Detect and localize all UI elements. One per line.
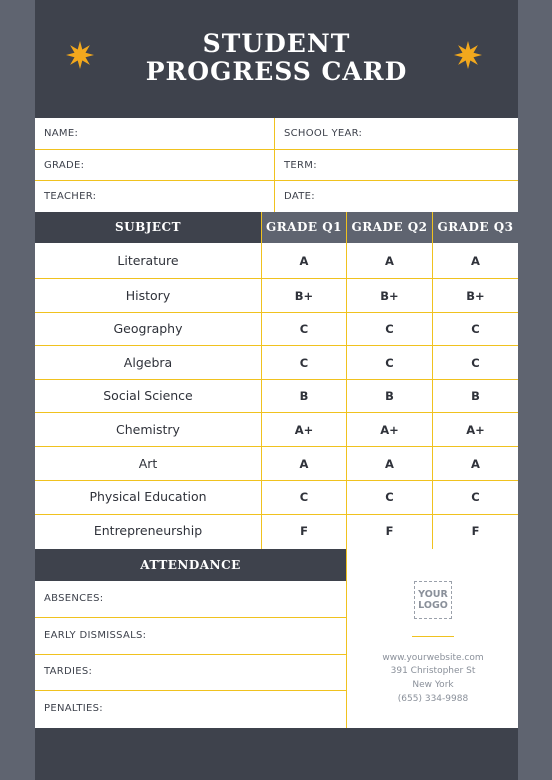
- subject-cell: Physical Education: [89, 489, 207, 504]
- grades-table: [35, 212, 518, 549]
- star-burst-icon: [453, 40, 483, 70]
- school-year-field[interactable]: SCHOOL YEAR:: [284, 128, 363, 139]
- grade-cell: A: [299, 456, 309, 471]
- subject-cell: Art: [138, 455, 158, 471]
- grade-cell: A: [299, 254, 309, 268]
- card-footer: [35, 728, 518, 780]
- info-row: [35, 150, 518, 181]
- website-text: www.yourwebsite.com: [382, 653, 484, 663]
- logo-placeholder: [414, 581, 452, 619]
- grade-q1-header: GRADE Q1: [262, 212, 346, 243]
- grade-cell: A+: [294, 422, 314, 437]
- grade-cell: C: [385, 490, 394, 504]
- grade-cell: B+: [380, 288, 399, 303]
- subject-cell: Literature: [117, 253, 179, 268]
- page-title: [35, 30, 518, 86]
- logo-text-line-2: LOGO: [418, 600, 448, 611]
- phone-text: (655) 334-9988: [397, 694, 469, 704]
- grade-cell: A: [471, 456, 480, 471]
- table-row: [35, 244, 518, 278]
- grade-cell: F: [385, 524, 394, 538]
- subject-cell: Geography: [113, 321, 183, 336]
- term-field[interactable]: TERM:: [284, 159, 317, 171]
- grade-cell: B: [299, 389, 309, 403]
- grade-cell: C: [471, 490, 480, 504]
- subject-cell: History: [125, 287, 171, 303]
- teacher-field[interactable]: TEACHER:: [35, 181, 275, 212]
- grade-cell: B+: [294, 288, 314, 303]
- student-info-section: [35, 118, 518, 212]
- subject-cell: Social Science: [103, 388, 193, 403]
- grade-cell: B: [385, 389, 394, 403]
- grade-cell: C: [385, 355, 394, 370]
- grade-cell: B: [471, 389, 480, 403]
- grade-cell: A: [385, 254, 394, 268]
- subject-header: SUBJECT: [35, 212, 261, 243]
- name-field[interactable]: NAME:: [35, 118, 275, 149]
- subject-cell: Chemistry: [116, 421, 180, 437]
- penalties-field[interactable]: PENALTIES:: [44, 703, 103, 714]
- grade-cell: C: [299, 322, 309, 336]
- table-row: [35, 346, 518, 380]
- table-row: [35, 447, 518, 481]
- grade-cell: A: [385, 456, 394, 471]
- grade-cell: F: [300, 524, 308, 538]
- street-text: 391 Christopher St: [390, 666, 476, 676]
- date-field[interactable]: DATE:: [284, 191, 315, 202]
- grade-cell: A: [471, 254, 480, 268]
- title-line-2: PROGRESS CARD: [145, 57, 408, 86]
- grade-q3-header: GRADE Q3: [433, 212, 518, 243]
- attendance-section: [35, 549, 346, 728]
- school-contact-panel: [346, 549, 518, 728]
- city-text: New York: [412, 680, 454, 690]
- logo-text-line-1: YOUR: [418, 589, 448, 600]
- progress-card: [35, 0, 518, 780]
- table-row: [35, 279, 518, 313]
- absences-field[interactable]: ABSENCES:: [44, 593, 104, 604]
- table-row: [35, 480, 518, 514]
- divider: [412, 636, 454, 637]
- grade-q2-header: GRADE Q2: [347, 212, 432, 243]
- card-header: [35, 0, 518, 118]
- subject-cell: Algebra: [123, 354, 173, 370]
- grade-cell: C: [471, 355, 480, 370]
- grade-cell: C: [299, 490, 309, 504]
- subject-cell: Entrepreneurship: [93, 523, 203, 538]
- grade-cell: A+: [466, 422, 485, 437]
- attendance-title: ATTENDANCE: [35, 549, 346, 581]
- table-row: [35, 514, 518, 548]
- table-row: [35, 413, 518, 447]
- table-row: [35, 379, 518, 413]
- early-dismissals-field[interactable]: EARLY DISMISSALS:: [44, 630, 147, 641]
- info-row: [35, 118, 518, 149]
- grade-cell: C: [385, 322, 394, 336]
- grade-cell: B+: [466, 288, 485, 303]
- grade-cell: C: [471, 322, 480, 336]
- table-row: [35, 312, 518, 346]
- info-row: [35, 181, 518, 212]
- grade-cell: A+: [380, 422, 399, 437]
- title-line-1: STUDENT: [202, 29, 351, 58]
- grade-field[interactable]: GRADE:: [35, 150, 275, 181]
- grade-cell: F: [471, 524, 480, 538]
- grade-cell: C: [299, 355, 309, 370]
- tardies-field[interactable]: TARDIES:: [44, 666, 93, 677]
